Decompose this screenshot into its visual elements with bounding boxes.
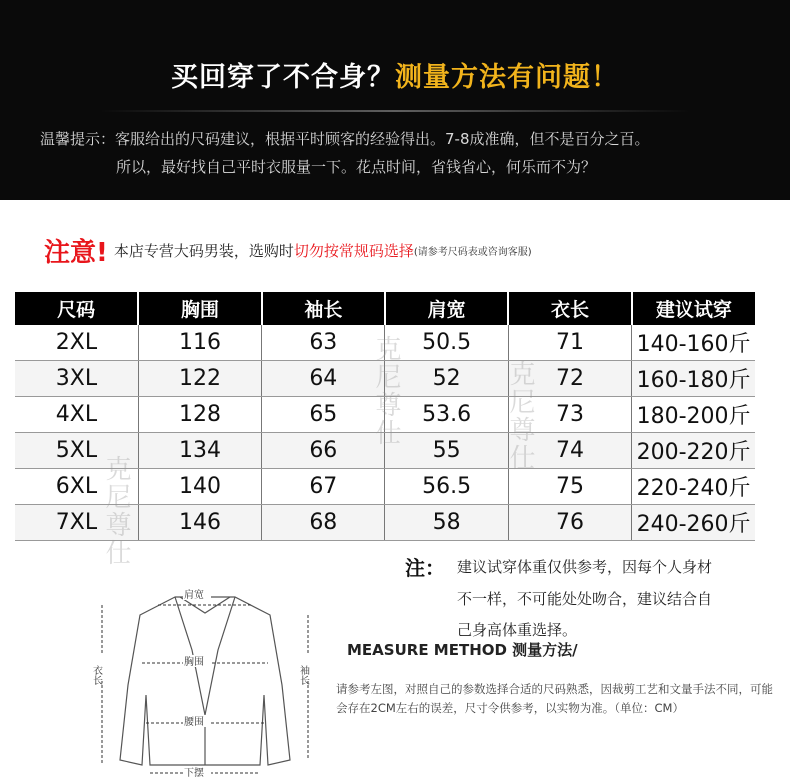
- cell-sleeve: 68: [262, 505, 385, 541]
- cell-weight: 160-180斤: [632, 361, 755, 397]
- cell-weight: 140-160斤: [632, 325, 755, 361]
- cell-sleeve: 64: [262, 361, 385, 397]
- header-chest: 胸围: [138, 292, 261, 325]
- banner-tip-line1: 温馨提示：客服给出的尺码建议，根据平时顾客的经验得出。7-8成准确，但不是百分之百。: [40, 130, 650, 148]
- header-length: 衣长: [508, 292, 631, 325]
- cell-length: 76: [508, 505, 631, 541]
- header-shoulder: 肩宽: [385, 292, 508, 325]
- notice-red-text: 切勿按常规码选择: [293, 242, 414, 260]
- note-line2: 不一样，不可能处处吻合，建议结合自: [457, 590, 713, 608]
- cell-size: 6XL: [15, 469, 138, 505]
- notice-text: 本店专营大码男装，选购时: [113, 242, 294, 260]
- cell-length: 75: [508, 469, 631, 505]
- label-hem: 下摆: [184, 768, 204, 779]
- cell-shoulder: 56.5: [385, 469, 508, 505]
- cell-length: 73: [508, 397, 631, 433]
- banner-divider: [100, 110, 690, 112]
- label-length: 衣长: [90, 665, 102, 685]
- cell-sleeve: 65: [262, 397, 385, 433]
- cell-length: 71: [508, 325, 631, 361]
- cell-length: 74: [508, 433, 631, 469]
- banner-title-question: 买回穿了不合身？: [171, 62, 395, 93]
- cell-size: 3XL: [15, 361, 138, 397]
- cell-weight: 200-220斤: [632, 433, 755, 469]
- header-weight: 建议试穿: [632, 292, 755, 325]
- cell-size: 5XL: [15, 433, 138, 469]
- label-waist: 腰围: [184, 717, 204, 728]
- note-head: 注：: [405, 556, 445, 580]
- note-line1: 建议试穿体重仅供参考，因每个人身材: [457, 558, 713, 576]
- cell-chest: 146: [138, 505, 261, 541]
- header-sleeve: 袖长: [262, 292, 385, 325]
- cell-shoulder: 50.5: [385, 325, 508, 361]
- top-banner: [0, 0, 790, 200]
- banner-tip-line2: 所以，最好找自己平时衣服量一下。花点时间，省钱省心，何乐而不为？: [116, 158, 597, 176]
- cell-shoulder: 52: [385, 361, 508, 397]
- cell-size: 2XL: [15, 325, 138, 361]
- size-table-header: [15, 292, 755, 325]
- notice-head: 注意!: [44, 238, 108, 268]
- jacket-diagram: [80, 575, 330, 779]
- notice-small-text: (请参考尺码表或咨询客服): [413, 247, 532, 258]
- cell-chest: 134: [138, 433, 261, 469]
- cell-weight: 220-240斤: [632, 469, 755, 505]
- watermark: 克尼尊仕: [101, 455, 131, 567]
- cell-size: 7XL: [15, 505, 138, 541]
- cell-length: 72: [508, 361, 631, 397]
- label-shoulder: 肩宽: [184, 590, 204, 601]
- cell-shoulder: 58: [385, 505, 508, 541]
- watermark: 克尼尊仕: [371, 335, 401, 447]
- measure-title: MEASURE METHOD 测量方法/: [347, 641, 578, 659]
- cell-chest: 128: [138, 397, 261, 433]
- cell-sleeve: 63: [262, 325, 385, 361]
- measure-description: 请参考左图，对照自己的参数选择合适的尺码熟悉，因裁剪工艺和文量手法不同，可能会存在2CM左右的误差，尺寸令供参考，以实物为准。（单位：CM）: [336, 682, 773, 715]
- label-chest: 胸围: [184, 657, 204, 668]
- cell-chest: 116: [138, 325, 261, 361]
- cell-sleeve: 67: [262, 469, 385, 505]
- cell-shoulder: 55: [385, 433, 508, 469]
- cell-weight: 180-200斤: [632, 397, 755, 433]
- note-line3: 己身高体重选择。: [457, 621, 578, 639]
- cell-chest: 140: [138, 469, 261, 505]
- label-sleeve: 袖长: [297, 665, 309, 685]
- cell-sleeve: 66: [262, 433, 385, 469]
- header-size: 尺码: [15, 292, 138, 325]
- cell-chest: 122: [138, 361, 261, 397]
- banner-title-answer: 测量方法有问题！: [395, 62, 619, 93]
- banner-title: [0, 55, 790, 94]
- cell-shoulder: 53.6: [385, 397, 508, 433]
- cell-size: 4XL: [15, 397, 138, 433]
- cell-weight: 240-260斤: [632, 505, 755, 541]
- watermark: 克尼尊仕: [505, 360, 535, 472]
- notice-bar: [44, 232, 532, 269]
